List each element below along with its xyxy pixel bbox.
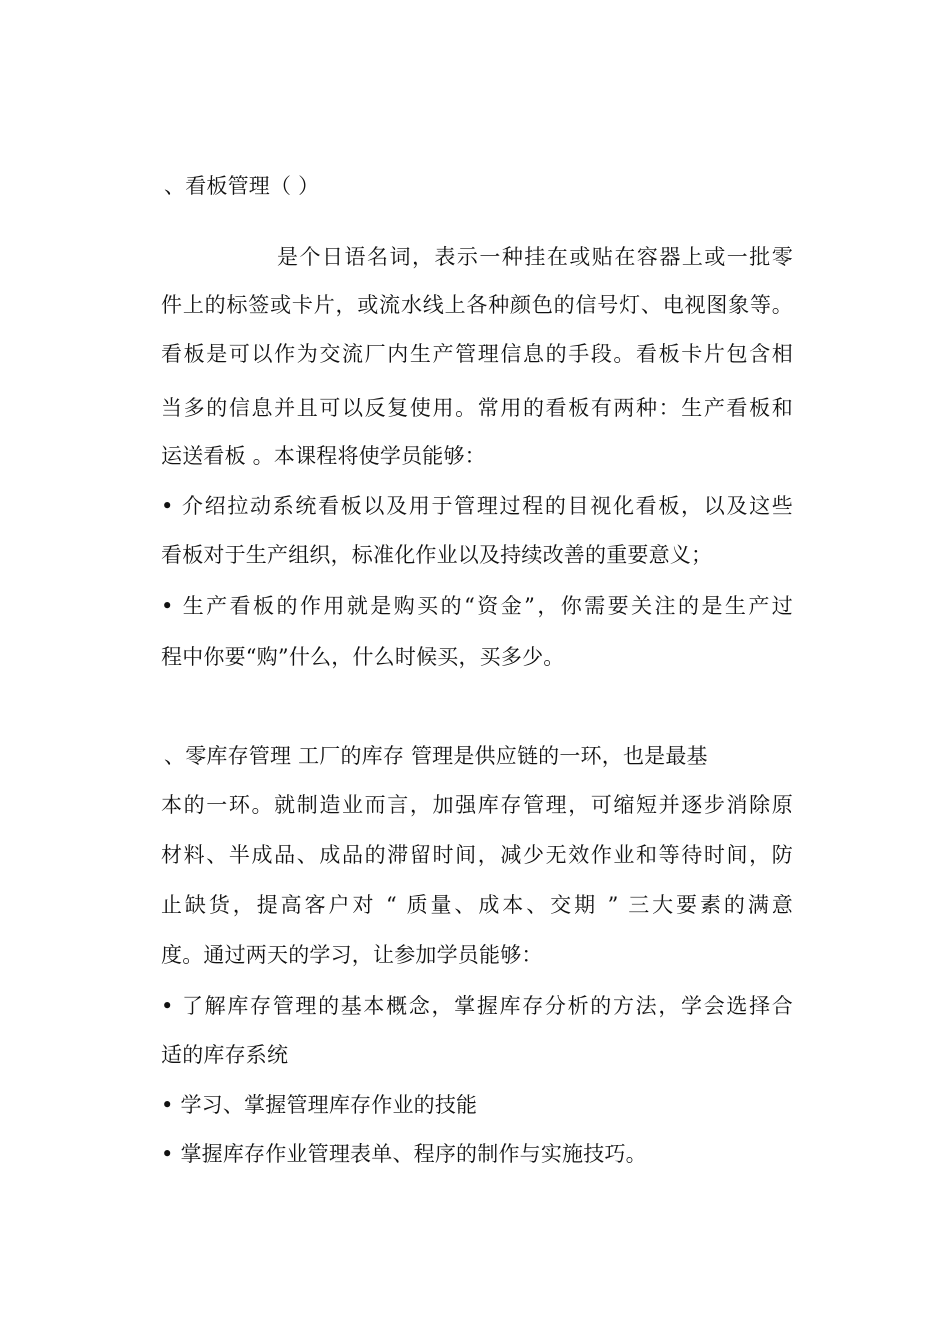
paragraph-line: 是个日语名词，表示一种挂在或贴在容器上或一批零 — [277, 245, 793, 269]
bullet-item-line: • 介绍拉动系统看板以及用于管理过程的目视化看板，以及这些 — [161, 494, 793, 518]
bullet-item: • 学习、掌握管理库存作业的技能 — [161, 1093, 478, 1117]
bullet-item-line: 看板对于生产组织，标准化作业以及持续改善的重要意义； — [161, 543, 713, 567]
bullet-item-line: • 生产看板的作用就是购买的“资金”，你需要关注的是生产过 — [161, 594, 793, 618]
bullet-item-line: • 了解库存管理的基本概念，掌握库存分析的方法，学会选择合 — [161, 994, 793, 1018]
bullet-item-line: 适的库存系统 — [161, 1043, 289, 1067]
bullet-item: • 掌握库存作业管理表单、程序的制作与实施技巧。 — [161, 1142, 647, 1166]
bullet-item-line: 程中你要“购”什么，什么时候买，买多少。 — [161, 645, 565, 669]
paragraph-line: 度。通过两天的学习，让参加学员能够： — [161, 943, 543, 967]
paragraph-line: 材料、半成品、成品的滞留时间，减少无效作业和等待时间，防 — [161, 843, 793, 867]
paragraph-line: 本的一环。就制造业而言，加强库存管理，可缩短并逐步消除原 — [161, 793, 793, 817]
paragraph-line: 运送看板 。本课程将使学员能够： — [161, 444, 486, 468]
paragraph-line: 件上的标签或卡片，或流水线上各种颜色的信号灯、电视图象等。 — [161, 293, 793, 317]
section-heading-kanban: 、看板管理（ ） — [164, 174, 320, 198]
paragraph-line: 止缺货，提高客户对 “ 质量、成本、交期 ” 三大要素的满意 — [161, 893, 793, 917]
paragraph-line: 当多的信息并且可以反复使用。常用的看板有两种：生产看板和 — [161, 396, 793, 420]
paragraph-line: 看板是可以作为交流厂内生产管理信息的手段。看板卡片包含相 — [161, 342, 793, 366]
section-heading-zero-inventory: 、零库存管理 工厂的库存 管理是供应链的一环，也是最基 — [164, 744, 708, 768]
